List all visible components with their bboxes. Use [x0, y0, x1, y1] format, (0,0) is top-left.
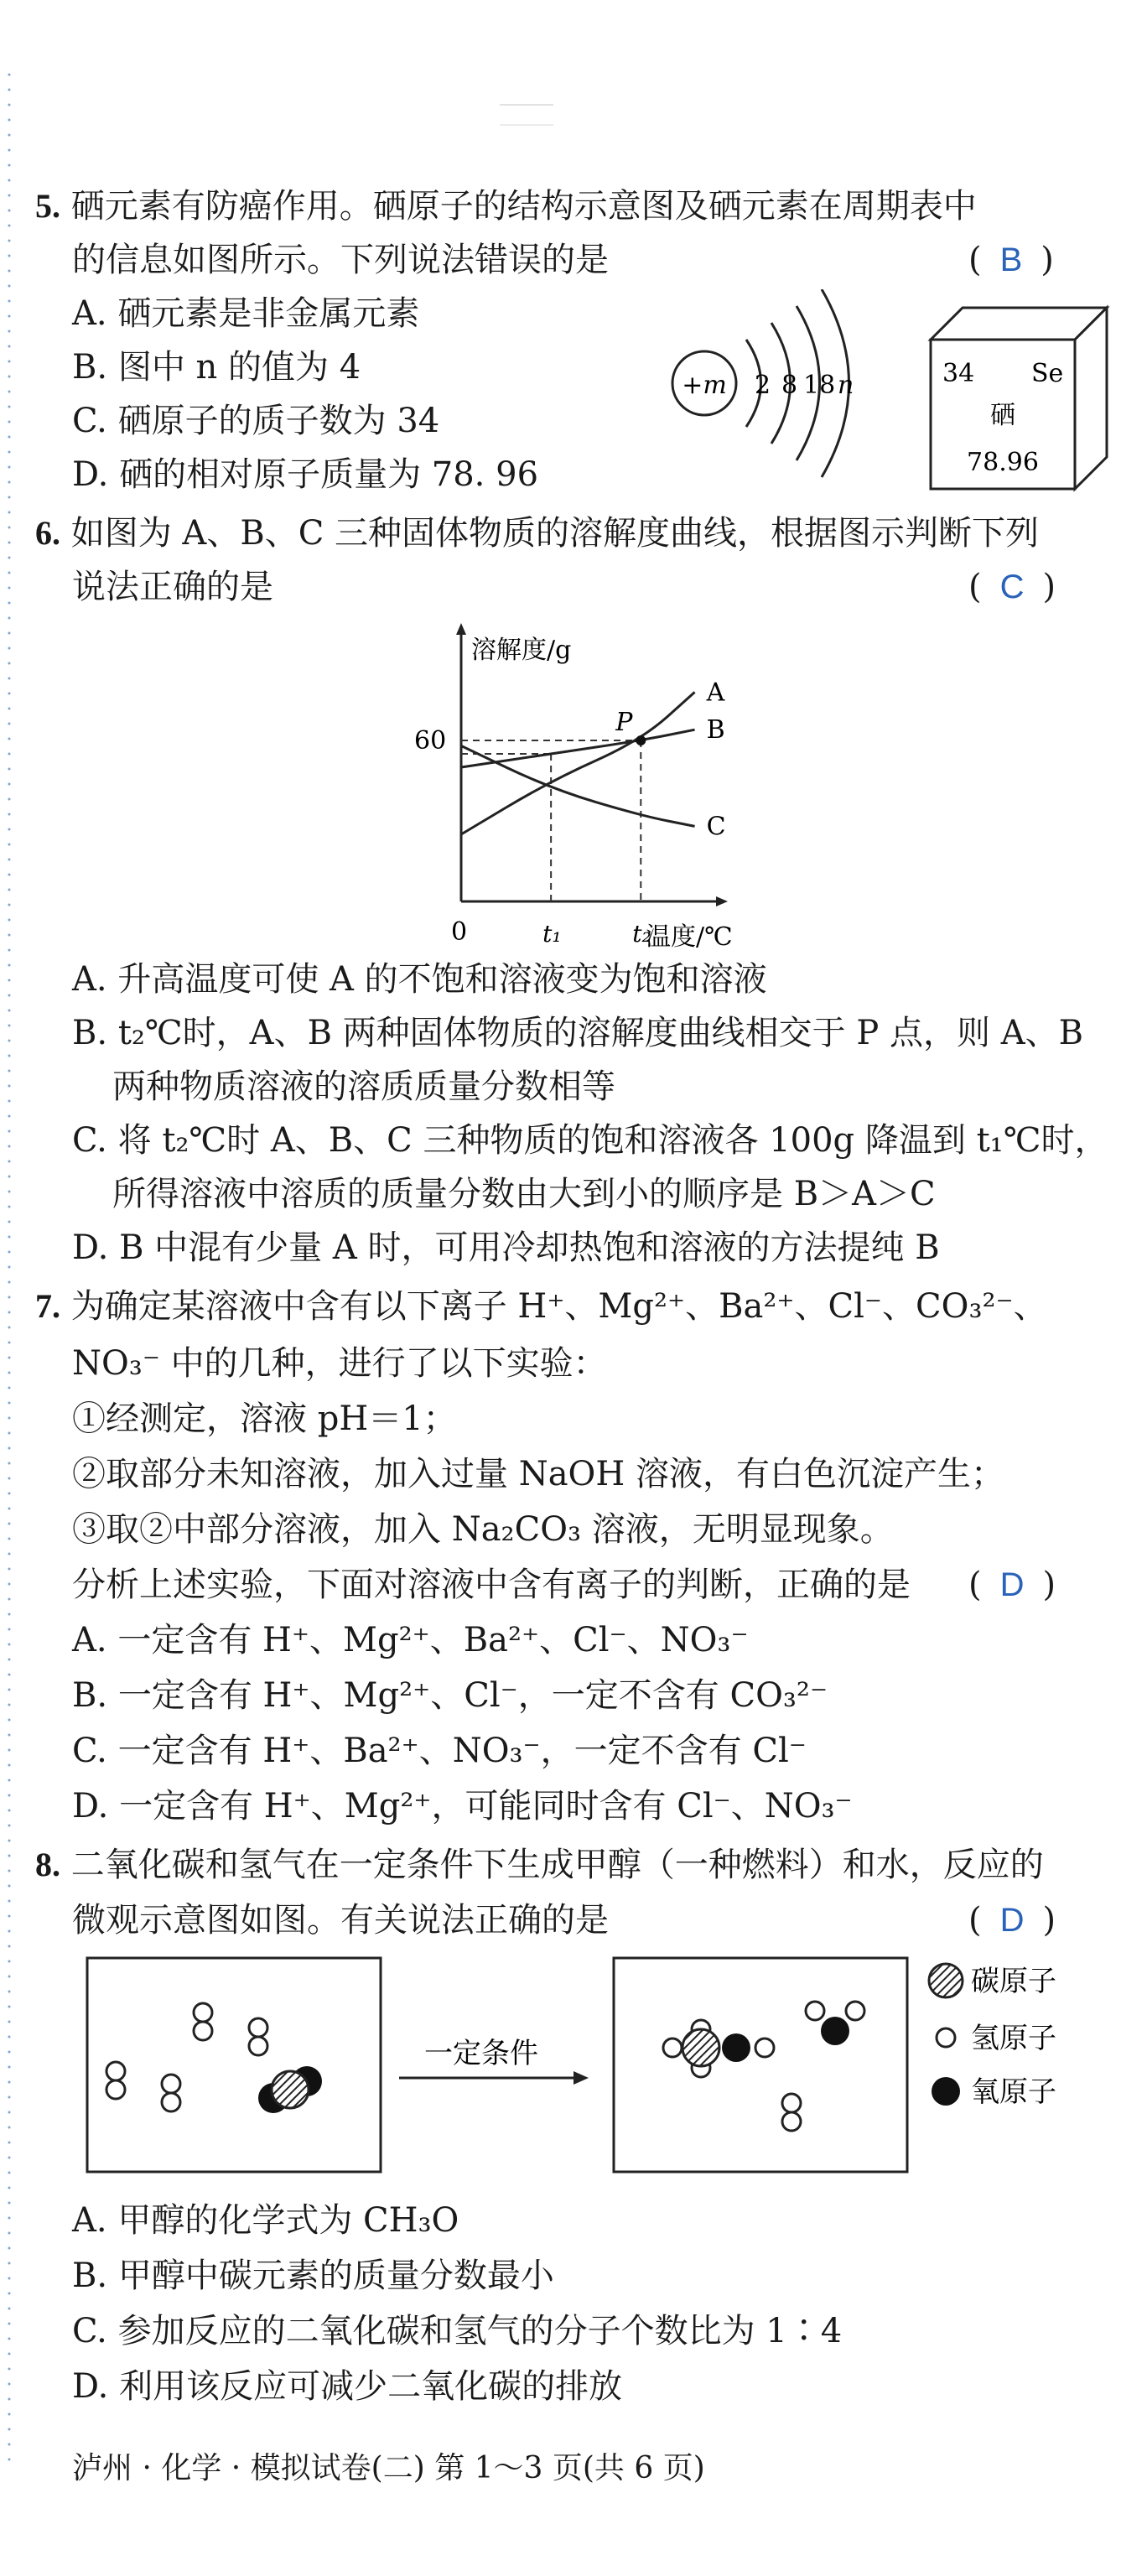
shell-count-3: 18	[803, 371, 836, 400]
q8-option-d: D. 利用该反应可减少二氧化碳的排放	[72, 2367, 623, 2406]
q8-stem-line1	[35, 1841, 1044, 1888]
q6-stem-line1	[35, 510, 1039, 557]
q8-number: 8.	[35, 1846, 60, 1883]
q6-number: 6.	[35, 514, 60, 552]
q8-answer-letter: D	[999, 1902, 1025, 1939]
q5-option-a: A. 硒元素是非金属元素	[72, 294, 420, 333]
hydrogen-atom	[846, 2002, 864, 2020]
q7-stem-line1	[35, 1283, 1047, 1330]
faded-header-mark	[500, 104, 553, 126]
q8-option-c: C. 参加反应的二氧化碳和氢气的分子个数比为 1∶4	[72, 2312, 843, 2350]
q7-number: 7.	[35, 1287, 60, 1325]
binding-dotted-line	[7, 67, 12, 2465]
element-name: 硒	[990, 401, 1015, 430]
reactants-box	[87, 1958, 381, 2172]
guide-lines	[461, 740, 641, 901]
hydrogen-atom	[806, 2002, 824, 2020]
q5-option-d: D. 硒的相对原子质量为 78. 96	[72, 455, 539, 494]
q7-ask: 分析上述实验，下面对溶液中含有离子的判断，正确的是	[72, 1566, 911, 1604]
q7-option-b: B. 一定含有 H⁺、Mg²⁺、Cl⁻，一定不含有 CO₃²⁻	[72, 1676, 828, 1715]
oxygen-atom	[722, 2033, 750, 2062]
box-side	[1075, 308, 1107, 489]
q7-option-d: D. 一定含有 H⁺、Mg²⁺，可能同时含有 Cl⁻、NO₃⁻	[72, 1787, 853, 1826]
solubility-chart	[411, 616, 746, 952]
hydrogen-atom	[249, 2037, 267, 2055]
q8-stem-line2: 微观示意图如图。有关说法正确的是	[72, 1901, 609, 1940]
q7-stem-line2: NO₃⁻ 中的几种，进行了以下实验：	[72, 1344, 607, 1383]
hydrogen-atom	[782, 2112, 801, 2131]
element-cell	[922, 298, 1115, 495]
reaction-diagram	[80, 1954, 1120, 2180]
y-tick-60: 60	[414, 726, 447, 756]
carbon-atom	[272, 2071, 309, 2108]
q5-answer: ( B )	[968, 241, 1054, 279]
point-label-P: P	[615, 708, 633, 737]
q5-option-c: C. 硒原子的质子数为 34	[72, 402, 440, 440]
hydrogen-atom	[194, 2022, 212, 2040]
x-axis-arrow	[716, 896, 728, 906]
atomic-mass: 78.96	[967, 448, 1039, 477]
carbon-atom	[682, 2029, 719, 2066]
q5-stem-line1	[35, 183, 977, 230]
q6-option-b-cont: 两种物质溶液的溶质质量分数相等	[112, 1067, 615, 1106]
q8-option-b: B. 甲醇中碳元素的质量分数最小	[72, 2257, 554, 2295]
origin-label: 0	[451, 917, 468, 947]
intersection-point-P	[636, 735, 646, 745]
reaction-arrow-head	[574, 2071, 589, 2085]
products-box	[614, 1958, 907, 2172]
hydrogen-atom	[663, 2038, 682, 2057]
x-tick-t2: t₂	[632, 920, 651, 948]
reaction-condition: 一定条件	[424, 2037, 538, 2070]
q7-step-1: ①经测定，溶液 pH＝1；	[72, 1400, 457, 1438]
q6-option-a: A. 升高温度可使 A 的不饱和溶液变为饱和溶液	[72, 960, 767, 999]
legend-carbon-icon	[929, 1964, 963, 1997]
shell-count-4: n	[838, 371, 854, 400]
legend-oxygen-icon	[932, 2077, 960, 2106]
legend-carbon-label: 碳原子	[971, 1965, 1056, 1998]
legend-oxygen-label: 氧原子	[971, 2075, 1056, 2109]
q6-answer-letter: C	[999, 569, 1025, 605]
q8-answer: ( D )	[968, 1901, 1056, 1940]
q8-stem-text: 二氧化碳和氢气在一定条件下生成甲醇（一种燃料）和水，反应的	[70, 1846, 1044, 1884]
q6-option-d: D. B 中混有少量 A 时，可用冷却热饱和溶液的方法提纯 B	[72, 1228, 940, 1267]
q7-option-c: C. 一定含有 H⁺、Ba²⁺、NO₃⁻，一定不含有 Cl⁻	[72, 1732, 807, 1770]
element-symbol: Se	[1031, 359, 1064, 388]
hydrogen-atom	[106, 2062, 125, 2080]
hydrogen-atom	[162, 2093, 180, 2111]
q5-stem-text: 硒元素有防癌作用。硒原子的结构示意图及硒元素在周期表中	[70, 187, 977, 226]
q5-stem-line2: 的信息如图所示。下列说法错误的是	[72, 241, 609, 279]
y-axis-label: 溶解度/g	[471, 636, 572, 665]
legend-hydrogen-label: 氢原子	[971, 2022, 1056, 2055]
q7-option-a: A. 一定含有 H⁺、Mg²⁺、Ba²⁺、Cl⁻、NO₃⁻	[72, 1621, 749, 1659]
shell-count-1: 2	[755, 371, 771, 400]
hydrogen-atom	[782, 2094, 801, 2112]
hydrogen-atom	[249, 2018, 267, 2037]
hydrogen-atom	[194, 2003, 212, 2022]
q5-number: 5.	[35, 187, 60, 225]
q6-option-b: B. t₂℃时，A、B 两种固体物质的溶解度曲线相交于 P 点，则 A、B	[72, 1014, 1084, 1052]
atomic-number: 34	[942, 359, 975, 388]
x-tick-t1: t₁	[542, 920, 562, 948]
curves	[461, 692, 695, 834]
series-label-C: C	[706, 812, 726, 842]
nucleus-charge: +m	[682, 371, 727, 400]
q6-stem-line2: 说法正确的是	[72, 568, 273, 606]
oxygen-atom	[821, 2017, 849, 2045]
q6-option-c: C. 将 t₂℃时 A、B、C 三种物质的饱和溶液各 100g 降温到 t₁℃时，	[72, 1121, 1108, 1160]
series-label-A: A	[706, 678, 725, 708]
shell-count-2: 8	[781, 371, 798, 400]
hydrogen-atom	[106, 2080, 125, 2099]
x-axis-label: 温度/℃	[646, 922, 733, 952]
series-label-B: B	[706, 715, 725, 745]
q7-step-3: ③取②中部分溶液，加入 Na₂CO₃ 溶液，无明显现象。	[72, 1510, 894, 1549]
q6-stem-text: 如图为 A、B、C 三种固体物质的溶解度曲线，根据图示判断下列	[70, 514, 1040, 553]
legend-hydrogen-icon	[937, 2028, 955, 2047]
atom-structure-diagram	[662, 289, 880, 491]
q5-option-b: B. 图中 n 的值为 4	[72, 348, 361, 387]
y-axis-arrow	[456, 623, 466, 635]
q8-option-a: A. 甲醇的化学式为 CH₃O	[72, 2201, 459, 2240]
q5-answer-letter: B	[999, 242, 1023, 278]
q6-option-c-cont: 所得溶液中溶质的质量分数由大到小的顺序是 B＞A＞C	[112, 1175, 936, 1213]
page-footer: 泸州 · 化学 · 模拟试卷(二) 第 1～3 页(共 6 页)	[72, 2451, 705, 2485]
q7-answer: ( D )	[968, 1566, 1056, 1604]
q6-answer: ( C )	[968, 568, 1056, 606]
q7-answer-letter: D	[999, 1566, 1025, 1603]
hydrogen-atom	[162, 2075, 180, 2093]
q7-step-2: ②取部分未知溶液，加入过量 NaOH 溶液，有白色沉淀产生；	[72, 1455, 1004, 1493]
q7-stem-text: 为确定某溶液中含有以下离子 H⁺、Mg²⁺、Ba²⁺、Cl⁻、CO₃²⁻、	[70, 1287, 1047, 1326]
hydrogen-atom	[755, 2038, 774, 2057]
